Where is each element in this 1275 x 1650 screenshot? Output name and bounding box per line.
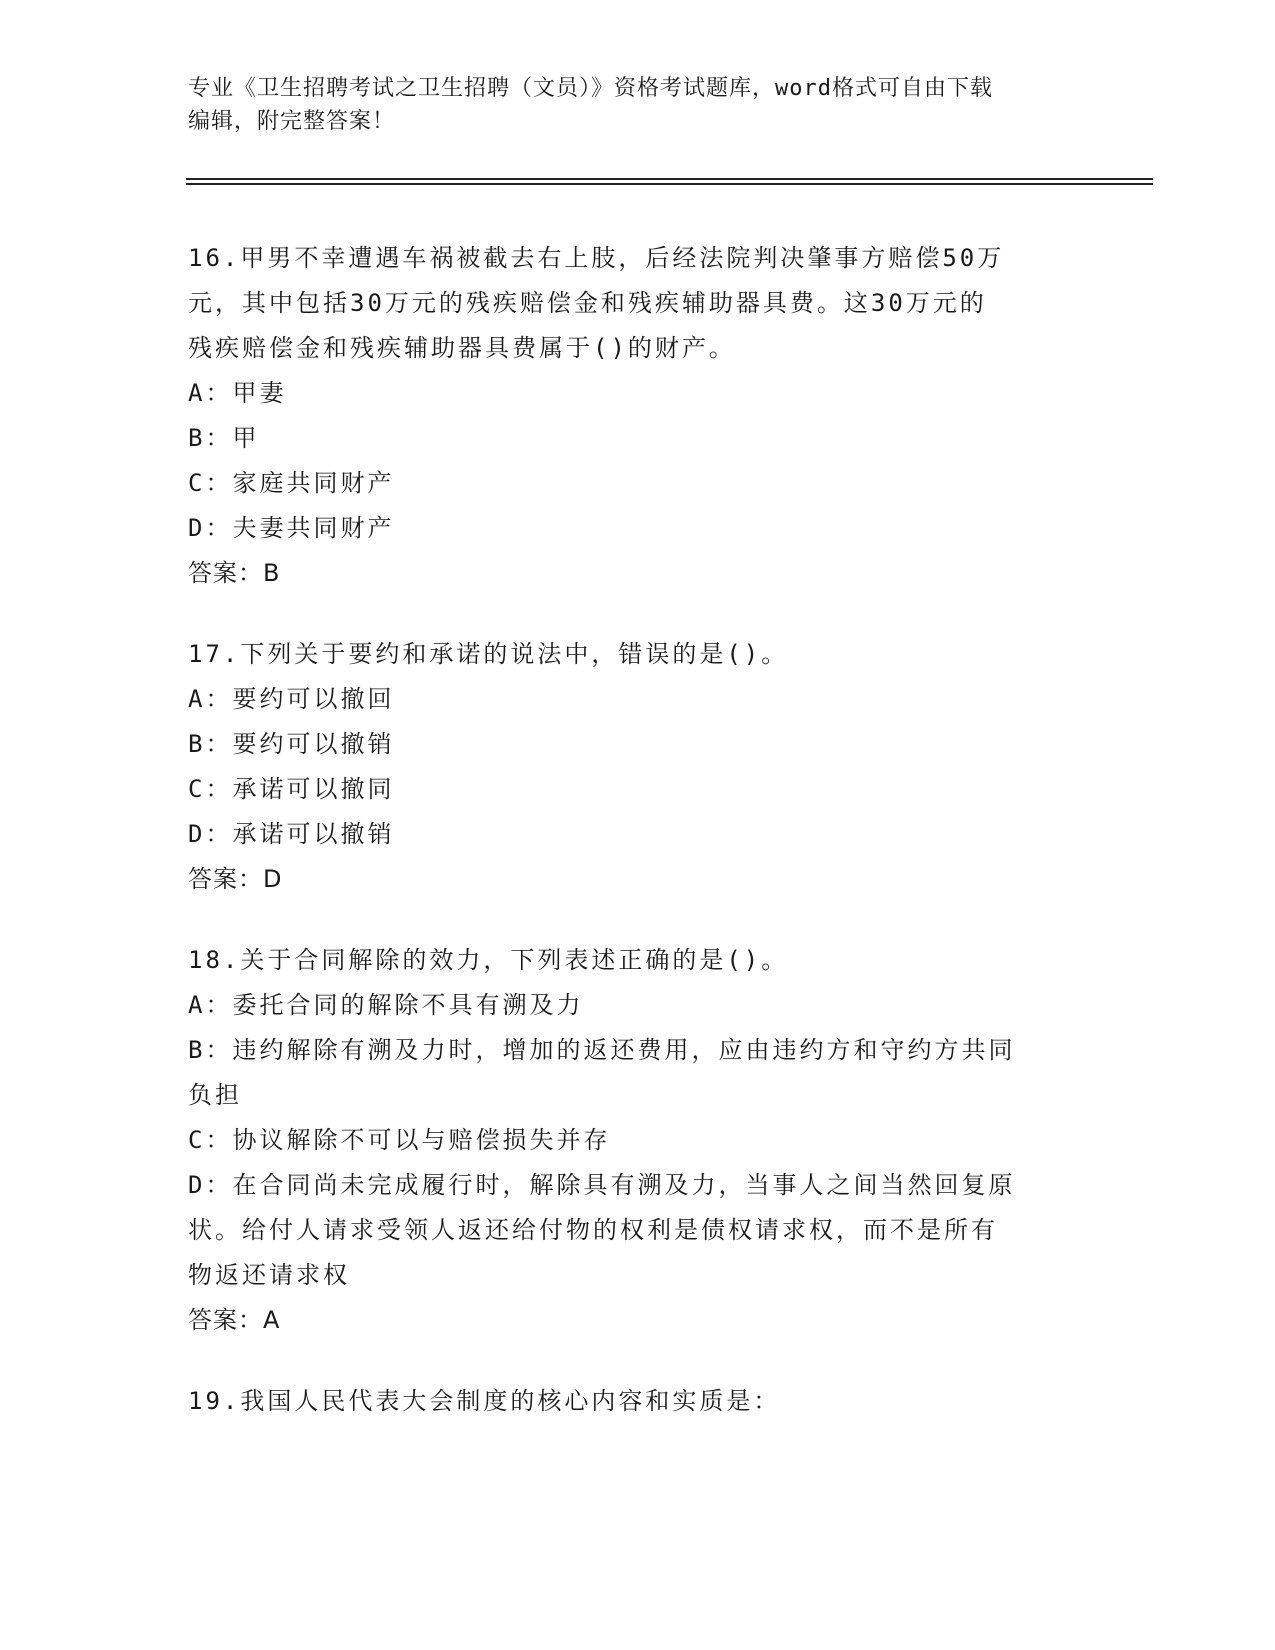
question-text-line: 元，其中包括30万元的残疾赔偿金和残疾辅助器具费。这30万元的 [188, 289, 987, 317]
answer-label: 答案：A [188, 1306, 281, 1334]
option-b: B：违约解除有溯及力时，增加的返还费用，应由违约方和守约方共同 [188, 1036, 1016, 1064]
option-b: B：甲 [188, 424, 260, 452]
option-c: C：家庭共同财产 [188, 469, 395, 497]
header-divider-bottom [186, 183, 1153, 185]
question-17 [188, 632, 1078, 902]
option-a: A：甲妻 [188, 379, 287, 407]
document-header [188, 72, 1088, 138]
header-line-1: 专业《卫生招聘考试之卫生招聘（文员）》资格考试题库，word格式可自由下载 [188, 76, 993, 101]
option-a: A：委托合同的解除不具有溯及力 [188, 991, 584, 1019]
question-text-line: 残疾赔偿金和残疾辅助器具费属于()的财产。 [188, 334, 736, 362]
option-d: D：在合同尚未完成履行时，解除具有溯及力，当事人之间当然回复原 [188, 1171, 1016, 1199]
question-18 [188, 938, 1078, 1343]
option-d-continued: 物返还请求权 [188, 1261, 350, 1289]
answer-label: 答案：B [188, 559, 281, 587]
question-19 [188, 1379, 1078, 1424]
question-text-line: 18.关于合同解除的效力，下列表述正确的是()。 [188, 946, 789, 974]
option-d-continued: 状。给付人请求受领人返还给付物的权利是债权请求权，而不是所有 [188, 1216, 998, 1244]
question-text-line: 19.我国人民代表大会制度的核心内容和实质是： [188, 1387, 781, 1415]
option-b: B：要约可以撤销 [188, 730, 395, 758]
option-c: C：协议解除不可以与赔偿损失并存 [188, 1126, 611, 1154]
option-d: D：夫妻共同财产 [188, 514, 395, 542]
question-text-line: 17.下列关于要约和承诺的说法中，错误的是()。 [188, 640, 789, 668]
answer-label: 答案：D [188, 865, 283, 893]
question-list [188, 236, 1078, 1460]
option-b-continued: 负担 [188, 1081, 242, 1109]
option-d: D：承诺可以撤销 [188, 820, 395, 848]
option-a: A：要约可以撤回 [188, 685, 395, 713]
question-16 [188, 236, 1078, 596]
question-text-line: 16.甲男不幸遭遇车祸被截去右上肢，后经法院判决肇事方赔偿50万 [188, 244, 1005, 272]
option-c: C：承诺可以撤同 [188, 775, 395, 803]
header-line-2: 编辑，附完整答案！ [188, 109, 396, 134]
header-divider-top [186, 178, 1153, 180]
